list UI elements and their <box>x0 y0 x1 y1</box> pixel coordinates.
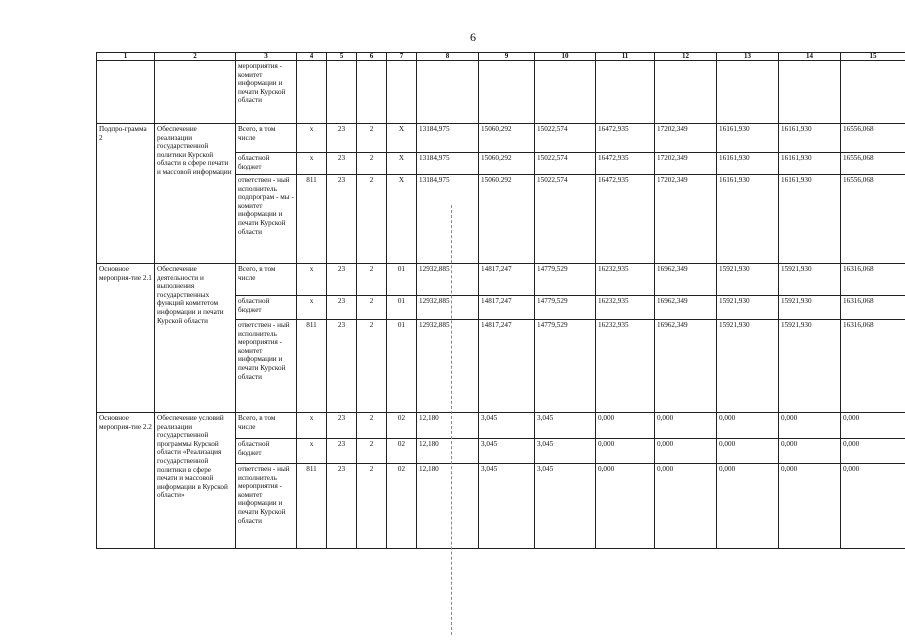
code-cell: x <box>297 264 327 296</box>
code-cell: 01 <box>387 296 417 320</box>
code-cell: 811 <box>297 175 327 264</box>
code-cell: 23 <box>327 175 357 264</box>
value-cell: 12,180 <box>417 464 479 549</box>
table-row <box>97 413 905 439</box>
value-cell: 0,000 <box>596 413 655 439</box>
value-cell: 16161,930 <box>717 175 779 264</box>
code-cell: X <box>387 175 417 264</box>
header-cell: 10 <box>535 53 596 61</box>
value-cell: 15022,574 <box>535 124 596 153</box>
value-cell: 16232,935 <box>596 264 655 296</box>
program-title-cell: Обеспечение условий реализации государственной программы Курской области «Реализация государственной политики в сфере печати и массовой информации в Курской области» <box>155 413 236 549</box>
header-cell: 15 <box>841 53 905 61</box>
table-row <box>97 124 905 153</box>
value-cell: 16316,068 <box>841 320 905 413</box>
code-cell: 02 <box>387 439 417 464</box>
value-cell: 3,045 <box>479 464 535 549</box>
continuation-row <box>97 61 905 124</box>
program-name-cell: Подпро-грамма 2 <box>97 124 155 264</box>
value-cell: 3,045 <box>479 413 535 439</box>
value-cell: 15921,930 <box>779 264 841 296</box>
value-cell: 15921,930 <box>717 320 779 413</box>
code-cell: 23 <box>327 296 357 320</box>
code-cell: 23 <box>327 124 357 153</box>
source-cell: ответствен - ный исполнитель мероприятия - комитет информации и печати Курской области <box>236 464 297 549</box>
value-cell: 15921,930 <box>779 296 841 320</box>
value-cell: 12932,885 <box>417 296 479 320</box>
code-cell: 2 <box>357 124 387 153</box>
value-cell: 15921,930 <box>717 296 779 320</box>
value-cell: 14817,247 <box>479 296 535 320</box>
value-cell: 0,000 <box>841 464 905 549</box>
code-cell: x <box>297 124 327 153</box>
value-cell: 16161,930 <box>779 153 841 175</box>
value-cell: 17202,349 <box>655 124 717 153</box>
program-title-cell: Обеспечение деятельности и выполнения государственных функций комитетом информации и печати Курской области <box>155 264 236 413</box>
code-cell: X <box>387 153 417 175</box>
source-cell: областной бюджет <box>236 296 297 320</box>
value-cell: 16161,930 <box>779 175 841 264</box>
code-cell: 2 <box>357 439 387 464</box>
value-cell: 15921,930 <box>779 320 841 413</box>
value-cell: 3,045 <box>479 439 535 464</box>
code-cell: 02 <box>387 464 417 549</box>
value-cell: 16472,935 <box>596 153 655 175</box>
budget-table <box>96 52 905 549</box>
value-cell: 16472,935 <box>596 175 655 264</box>
value-cell: 15022,574 <box>535 153 596 175</box>
program-title-cell: Обеспечение реализации государственной политики Курской области в сфере печати и массовой информации <box>155 124 236 264</box>
code-cell: 2 <box>357 320 387 413</box>
value-cell: 0,000 <box>841 413 905 439</box>
value-cell: 13184,975 <box>417 124 479 153</box>
source-cell: областной бюджет <box>236 439 297 464</box>
value-cell: 0,000 <box>717 464 779 549</box>
value-cell: 12932,885 <box>417 264 479 296</box>
value-cell: 17202,349 <box>655 175 717 264</box>
header-cell: 2 <box>155 53 236 61</box>
executor-cell: мероприятия - комитет информации и печати Курской области <box>236 61 297 124</box>
value-cell: 12,180 <box>417 413 479 439</box>
header-row <box>97 53 905 61</box>
code-cell: 23 <box>327 264 357 296</box>
value-cell: 15921,930 <box>717 264 779 296</box>
value-cell: 14817,247 <box>479 264 535 296</box>
value-cell: 0,000 <box>841 439 905 464</box>
value-cell: 16556,068 <box>841 153 905 175</box>
value-cell: 16962,349 <box>655 320 717 413</box>
pencil-guide-line <box>451 205 452 635</box>
value-cell: 16556,068 <box>841 124 905 153</box>
value-cell: 15022,574 <box>535 175 596 264</box>
value-cell: 0,000 <box>779 464 841 549</box>
code-cell: 23 <box>327 464 357 549</box>
header-cell: 12 <box>655 53 717 61</box>
value-cell: 13184,975 <box>417 153 479 175</box>
code-cell: 2 <box>357 296 387 320</box>
value-cell: 16232,935 <box>596 320 655 413</box>
program-name-cell: Основное мероприя-тие 2.2 <box>97 413 155 549</box>
value-cell: 3,045 <box>535 413 596 439</box>
code-cell: 2 <box>357 264 387 296</box>
header-cell: 4 <box>297 53 327 61</box>
code-cell: 23 <box>327 320 357 413</box>
value-cell: 16316,068 <box>841 296 905 320</box>
code-cell: 2 <box>357 464 387 549</box>
code-cell: 01 <box>387 264 417 296</box>
value-cell: 3,045 <box>535 439 596 464</box>
program-name-cell: Основное мероприя-тие 2.1 <box>97 264 155 413</box>
value-cell: 0,000 <box>596 464 655 549</box>
header-cell: 6 <box>357 53 387 61</box>
source-cell: Всего, в том числе <box>236 124 297 153</box>
value-cell: 14779,529 <box>535 264 596 296</box>
code-cell: 01 <box>387 320 417 413</box>
code-cell: 2 <box>357 413 387 439</box>
value-cell: 16962,349 <box>655 264 717 296</box>
code-cell: 23 <box>327 413 357 439</box>
header-cell: 3 <box>236 53 297 61</box>
value-cell: 0,000 <box>655 464 717 549</box>
value-cell: 12,180 <box>417 439 479 464</box>
value-cell: 3,045 <box>535 464 596 549</box>
value-cell: 12932,885 <box>417 320 479 413</box>
value-cell: 16962,349 <box>655 296 717 320</box>
code-cell: x <box>297 413 327 439</box>
value-cell: 14779,529 <box>535 296 596 320</box>
code-cell: 23 <box>327 439 357 464</box>
header-cell: 9 <box>479 53 535 61</box>
value-cell: 16161,930 <box>779 124 841 153</box>
value-cell: 0,000 <box>655 439 717 464</box>
code-cell: x <box>297 439 327 464</box>
code-cell: x <box>297 153 327 175</box>
value-cell: 14779,529 <box>535 320 596 413</box>
value-cell: 14817,247 <box>479 320 535 413</box>
source-cell: ответствен - ный исполнитель мероприятия - комитет информации и печати Курской области <box>236 320 297 413</box>
value-cell: 16556,068 <box>841 175 905 264</box>
value-cell: 15060.292 <box>479 175 535 264</box>
code-cell: 2 <box>357 175 387 264</box>
code-cell: 2 <box>357 153 387 175</box>
value-cell: 16472,935 <box>596 124 655 153</box>
value-cell: 0,000 <box>779 439 841 464</box>
code-cell: 811 <box>297 320 327 413</box>
value-cell: 16161,930 <box>717 153 779 175</box>
value-cell: 17202,349 <box>655 153 717 175</box>
value-cell: 16161,930 <box>717 124 779 153</box>
source-cell: Всего, в том числе <box>236 264 297 296</box>
value-cell: 0,000 <box>717 413 779 439</box>
header-cell: 1 <box>97 53 155 61</box>
value-cell: 0,000 <box>717 439 779 464</box>
source-cell: областной бюджет <box>236 153 297 175</box>
source-cell: ответствен - ный исполнитель подпрограм - мы - комитет информации и печати Курской области <box>236 175 297 264</box>
table-row <box>97 264 905 296</box>
code-cell: 02 <box>387 413 417 439</box>
code-cell: 811 <box>297 464 327 549</box>
value-cell: 0,000 <box>779 413 841 439</box>
header-cell: 13 <box>717 53 779 61</box>
header-cell: 7 <box>387 53 417 61</box>
code-cell: 23 <box>327 153 357 175</box>
page-number: 6 <box>470 30 476 44</box>
header-cell: 11 <box>596 53 655 61</box>
value-cell: 0,000 <box>655 413 717 439</box>
code-cell: X <box>387 124 417 153</box>
header-cell: 14 <box>779 53 841 61</box>
value-cell: 16316,068 <box>841 264 905 296</box>
value-cell: 15060,292 <box>479 124 535 153</box>
header-cell: 8 <box>417 53 479 61</box>
value-cell: 16232,935 <box>596 296 655 320</box>
header-cell: 5 <box>327 53 357 61</box>
value-cell: 13184,975 <box>417 175 479 264</box>
code-cell: x <box>297 296 327 320</box>
value-cell: 15060,292 <box>479 153 535 175</box>
source-cell: Всего, в том числе <box>236 413 297 439</box>
value-cell: 0,000 <box>596 439 655 464</box>
